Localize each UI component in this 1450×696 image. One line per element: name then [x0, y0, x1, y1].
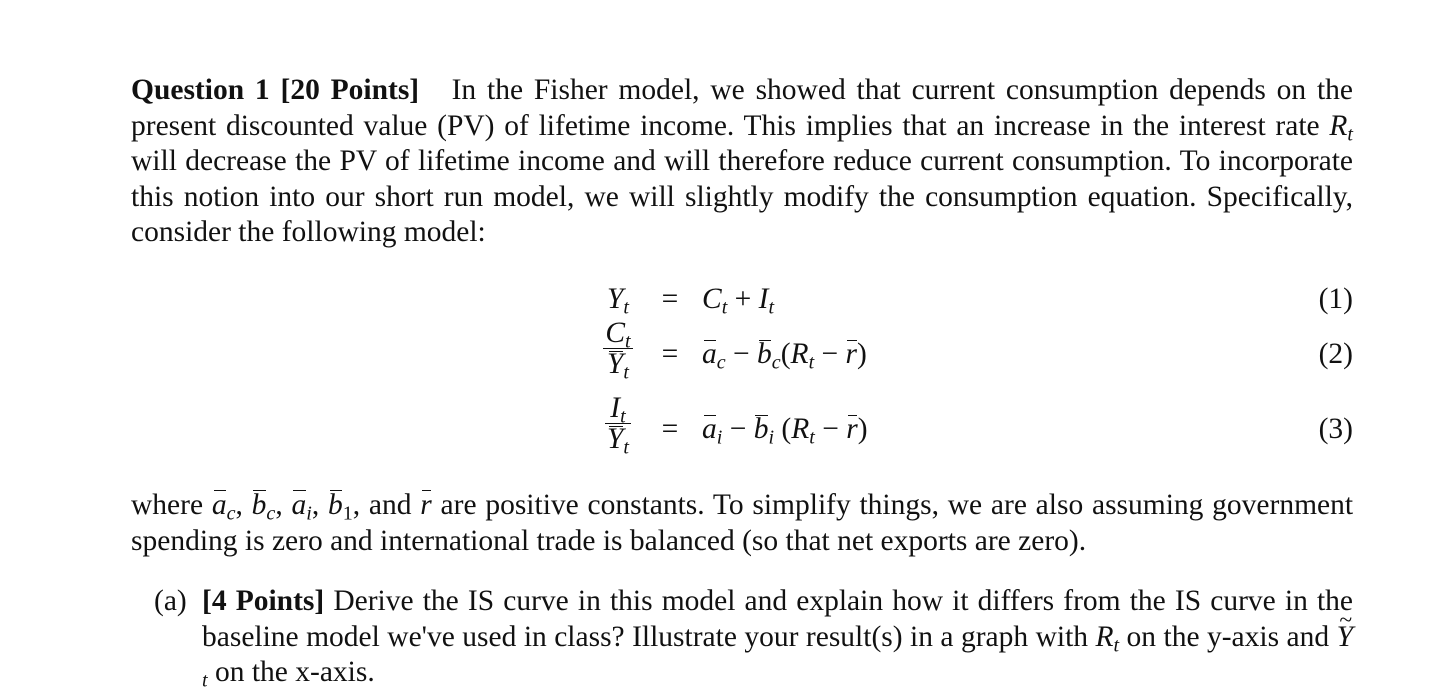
- equation-1-number: (1): [1318, 283, 1353, 315]
- equation-1-equals: =: [661, 283, 679, 315]
- math-r-bar: r: [420, 488, 431, 524]
- math-b-c: $b_c$: [251, 489, 276, 525]
- equation-3-lhs: $\frac{I_t}{Y_t}$: [607, 392, 629, 459]
- part-a-points: [4 Points]: [202, 585, 325, 617]
- math-R-t: $R_t$: [1329, 109, 1353, 146]
- equation-2-equals: =: [661, 338, 679, 370]
- equation-2-number: (2): [1318, 338, 1353, 370]
- math-b-1: $b_1$: [327, 489, 353, 525]
- question-heading: Question 1 [20 Points]: [131, 74, 420, 106]
- question-paragraph: [131, 73, 1353, 251]
- where-word: where: [131, 489, 204, 521]
- part-a-label: (a): [154, 585, 187, 617]
- constants-rest: are positive constants. To simplify things, we are also assuming government spending is zero and international trade is balanced (so that net exports are zero).: [131, 489, 1354, 557]
- equation-3-number: (3): [1318, 413, 1353, 445]
- equation-3-equals: =: [661, 413, 679, 445]
- part-a-text-3: on the x-axis.: [214, 656, 375, 688]
- math-Y-tilde: ~ $Y_t$: [202, 621, 1353, 689]
- part-a: [154, 584, 1353, 691]
- part-a-text: [202, 584, 1353, 691]
- equation-1-rhs: $C_t + I_t$: [702, 283, 775, 319]
- constants-paragraph: where $a_c$, $b_c$, $a_i$, $b_1$, and r are positive constants. To simplify things, we are also assuming government spending is zero and international trade is balanced (so that net exports are zero).: [131, 489, 1354, 557]
- equation-1-lhs: $Y_t$: [607, 283, 629, 319]
- part-a-text-2: on the y-axis and: [1126, 620, 1330, 653]
- part-a-text-1: Derive the IS curve in this model and explain how it differs from the IS curve in the baseline model we've used in class? Illustrate your result(s) in a graph with: [202, 585, 1353, 653]
- question-intro-2: will decrease the PV of lifetime income and will therefore reduce current consumption. To incorporate this notion into our short run model, we will slightly modify the consumption equation. Specifically, consider the following model:: [131, 145, 1353, 248]
- math-a-i: $a_i$: [291, 489, 312, 525]
- equation-2-rhs: $a_c - b_c(R_t - r)$: [702, 338, 867, 374]
- equation-3-rhs: $a_i - b_i$ $(R_t - r)$: [702, 413, 868, 449]
- equation-2-lhs: $\frac{C_t}{Y_t}$: [605, 317, 631, 384]
- question-intro-1: In the Fisher model, we showed that current consumption depends on the present discounted value (PV) of lifetime income. This implies that an increase in the interest rate: [131, 74, 1354, 142]
- and-word: and: [368, 489, 412, 521]
- math-R-t-2: $R_t$: [1095, 620, 1120, 657]
- math-a-c: $a_c$: [211, 489, 236, 525]
